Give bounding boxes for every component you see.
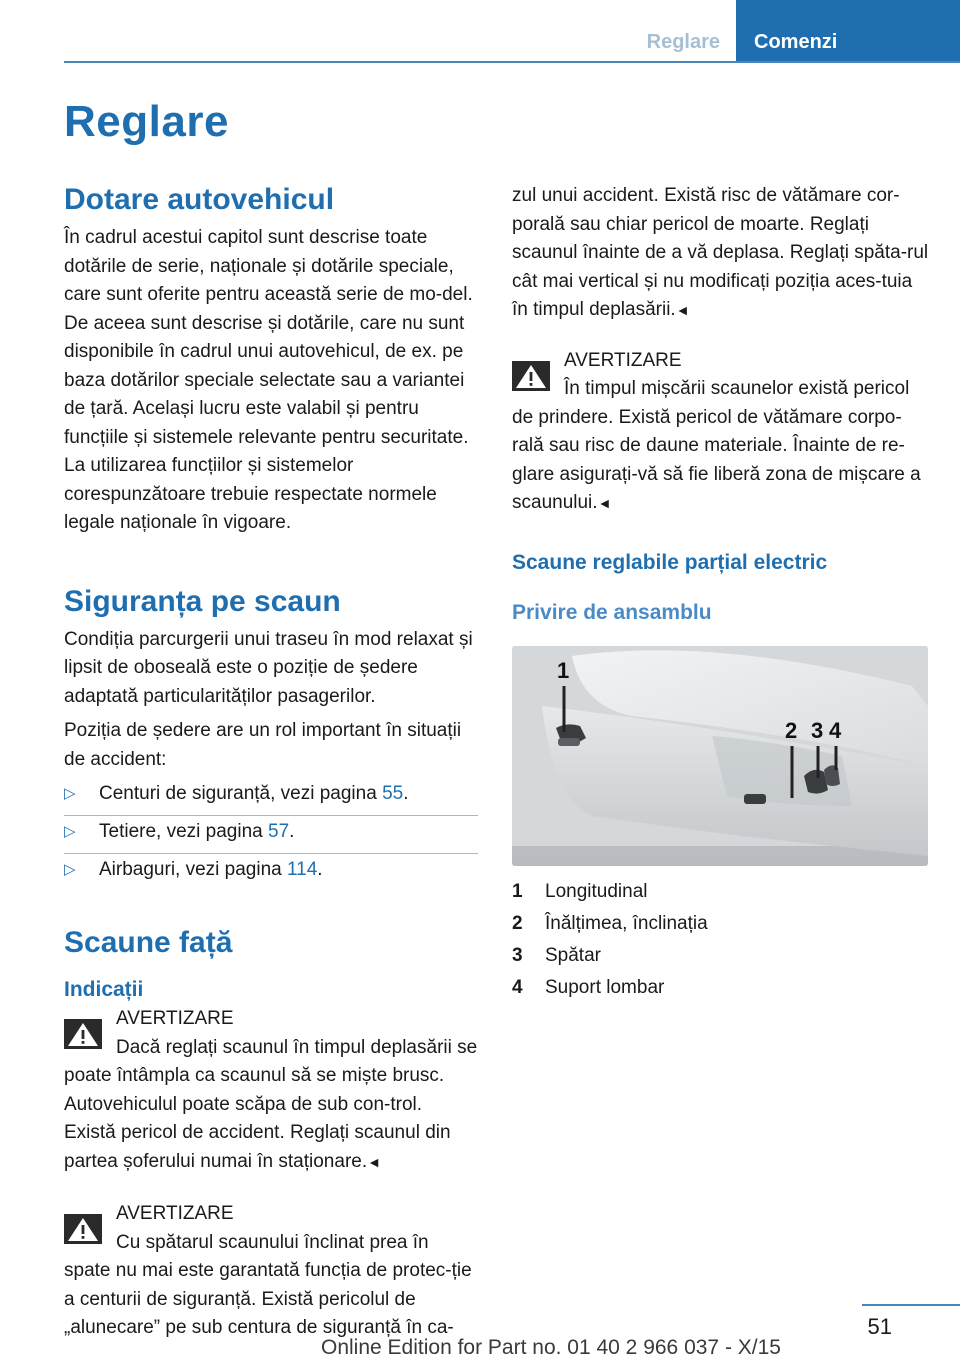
page-link-114[interactable]: 114	[287, 859, 318, 880]
warning-block-2	[64, 1200, 478, 1343]
end-mark-icon: ◄	[675, 302, 690, 318]
legend-number: 3	[512, 944, 523, 966]
warning-triangle-icon	[64, 1214, 102, 1244]
list-divider	[64, 815, 478, 816]
list-item: ▷ Tetiere, vezi pagina 57.	[64, 818, 478, 849]
seat-illustration	[512, 646, 928, 866]
end-mark-icon: ◄	[367, 1153, 381, 1170]
warning-text: Dacă reglați scaunul în timpul deplasării se poate întâmpla ca scaunul să se miște brusc. Autovehiculul poate scăpa de sub con-trol. Există pericol de accident. Reglați scaunul din partea șoferului numai în staționare.	[64, 1036, 478, 1172]
footer-rule	[862, 1304, 960, 1306]
warning-triangle-icon	[64, 1019, 102, 1049]
bullet-triangle-icon: ▷	[64, 785, 76, 802]
section-title-scaune-fata: Scaune față	[64, 926, 233, 959]
warning-label: AVERTIZARE	[116, 1008, 234, 1029]
list-divider	[64, 853, 478, 854]
legend-label: Spătar	[545, 944, 601, 966]
warning-block-1	[64, 1005, 478, 1176]
list-item: ▷ Centuri de siguranță, vezi pagina 55.	[64, 780, 478, 811]
bullet-triangle-icon: ▷	[64, 861, 76, 878]
header-chapter-tab[interactable]: Comenzi	[736, 0, 960, 61]
siguranta-paragraph-1: Condiția parcurgerii unui traseu în mod relaxat și lipsit de oboseală este o poziție de ședere adaptată particularităților pasagerilor.	[64, 628, 473, 707]
warning-label: AVERTIZARE	[116, 1203, 234, 1224]
legend-label: Longitudinal	[545, 880, 648, 902]
warning-label: AVERTIZARE	[564, 349, 682, 371]
subsection-title-privire: Privire de ansamblu	[512, 600, 712, 624]
warning-continuation-text: zul unui accident. Există risc de vătămare cor-porală sau chiar pericol de moarte. Reglați scaunul înainte de a vă deplasa. Reglați spăta-rul cât mai vertical și nu modificați poziția aces-tuia în timpul deplasării.◄	[512, 185, 929, 320]
header-tabs	[636, 0, 960, 61]
right-column	[512, 182, 932, 1006]
page-link-57[interactable]: 57	[268, 821, 290, 842]
list-item-text: Centuri de siguranță, vezi pagina	[99, 783, 383, 804]
legend-number: 4	[512, 976, 523, 998]
header-rule	[64, 61, 960, 63]
legend-row	[512, 910, 932, 942]
section-title-scaune-electric: Scaune reglabile parțial electric	[512, 550, 828, 574]
warning-text: Cu spătarul scaunului înclinat prea în spate nu mai este garantată funcția de protec-ție a centurii de siguranță. Există pericolul de „alunecare” pe sub centura de siguranță în ca-	[64, 1231, 472, 1338]
subsection-title-indicatii: Indicații	[64, 978, 144, 1001]
legend-label: Suport lombar	[545, 976, 665, 998]
legend-row	[512, 942, 932, 974]
legend-label: Înălțimea, înclinația	[545, 912, 708, 934]
list-item-text: Airbaguri, vezi pagina	[99, 859, 287, 880]
warning-block-3	[512, 347, 932, 518]
edition-footer: Online Edition for Part no. 01 40 2 966 037 - X/15	[321, 1336, 781, 1359]
warning-triangle-icon	[512, 361, 550, 391]
page-title: Reglare	[64, 97, 229, 146]
section-title-siguranta: Siguranța pe scaun	[64, 584, 341, 618]
bullet-triangle-icon: ▷	[64, 823, 76, 840]
figure-label-1: 1	[557, 657, 570, 683]
reference-list	[64, 780, 478, 887]
seat-controls-figure	[512, 646, 928, 866]
list-item: ▷ Airbaguri, vezi pagina 114.	[64, 856, 478, 887]
page-link-55[interactable]: 55	[382, 783, 404, 804]
figure-label-3: 3	[811, 717, 824, 743]
section-body-dotare: În cadrul acestui capitol sunt descrise toate dotările de serie, naționale și dotările speciale, care sunt oferite pentru această serie de mo-del. De aceea sunt descrise și dotările, care nu sunt disponibile în cadrul unui autovehicul, de ex. pe baza dotărilor speciale selectate sau a variantei de țară. Același lucru este valabil și pentru funcțiile și sistemele relevante pentru securitate. La utilizarea funcțiilor și sistemelor corespunzătoare trebuie respectate normele legale naționale în vigoare.	[64, 227, 473, 533]
list-item-text: Tetiere, vezi pagina	[99, 821, 268, 842]
legend-number: 2	[512, 912, 523, 934]
left-column	[64, 180, 478, 1343]
figure-label-4: 4	[829, 717, 842, 743]
header-section-tab[interactable]: Reglare	[646, 31, 720, 53]
legend-number: 1	[512, 880, 523, 902]
warning-text: În timpul mișcării scaunelor există pericol de prindere. Există pericol de vătămare corpo-rală sau risc de daune materiale. Înainte de re-glare asigurați-vă să fie liberă zona de mișcare a scaunului.	[512, 378, 921, 513]
legend-row	[512, 878, 932, 910]
siguranta-paragraph-2: Poziția de ședere are un rol important în situații de accident:	[64, 720, 462, 770]
figure-label-2: 2	[785, 717, 798, 743]
section-title-dotare: Dotare autovehicul	[64, 183, 335, 216]
figure-legend	[512, 878, 932, 1006]
end-mark-icon: ◄	[597, 495, 612, 511]
legend-row	[512, 974, 932, 1006]
page-number: 51	[867, 1314, 892, 1339]
